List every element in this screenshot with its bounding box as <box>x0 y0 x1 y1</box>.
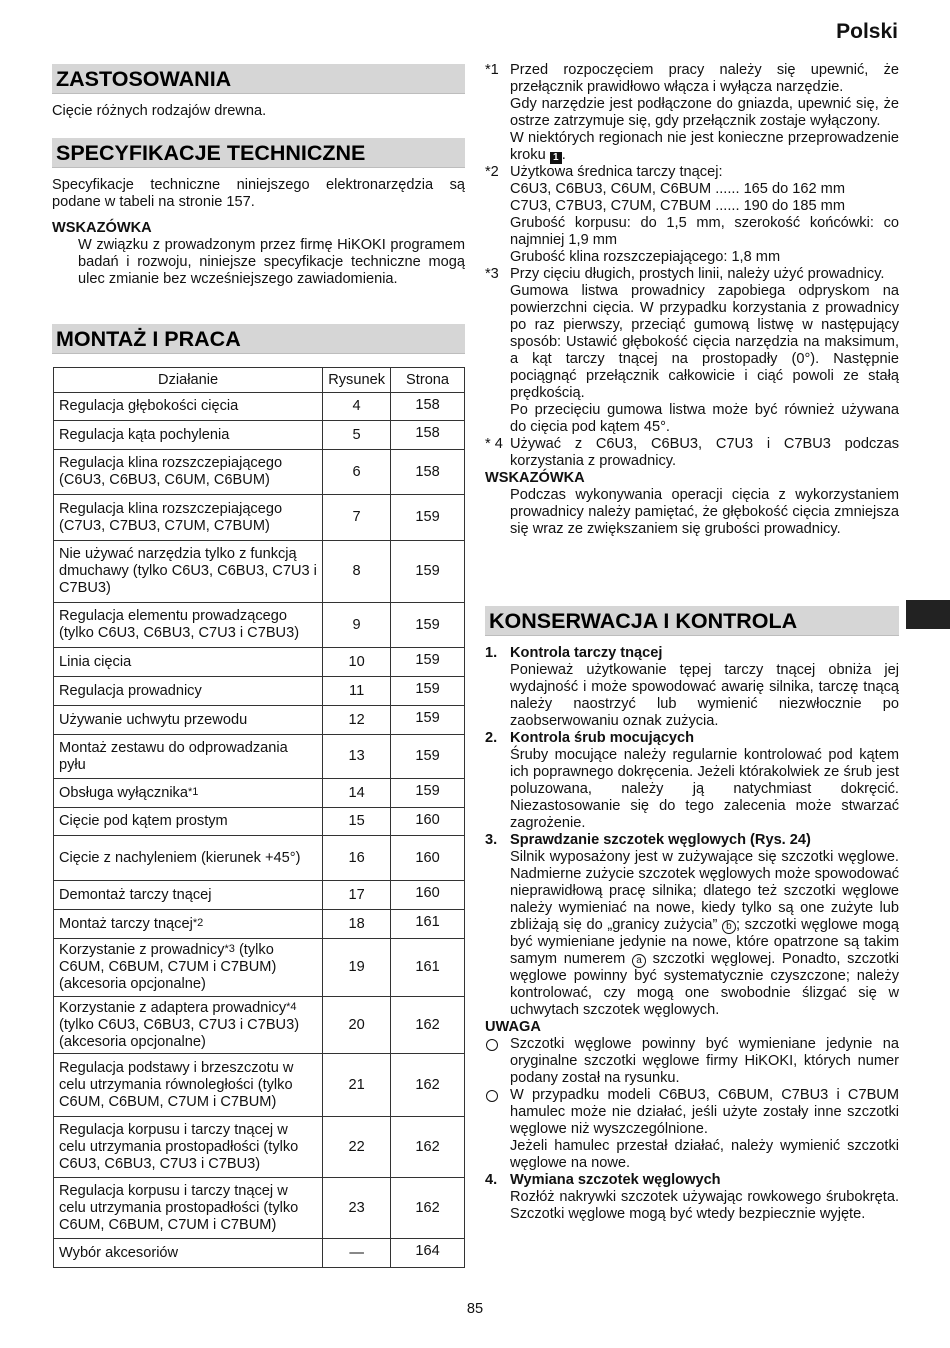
row-action: Cięcie z nachyleniem (kierunek +45°) <box>54 836 323 881</box>
table-row <box>54 450 465 495</box>
bullet-circle-icon <box>486 1039 498 1051</box>
footnote-1-text3: W niektórych regionach nie jest konieczne przeprowadzenie kroku 1 . <box>510 130 899 163</box>
footnote-2-line1 <box>510 181 899 198</box>
table-row <box>54 836 465 881</box>
footnote-4 <box>485 436 899 470</box>
language-tab-marker <box>906 600 950 629</box>
row-figure: 4 <box>323 393 391 421</box>
row-figure: 15 <box>323 808 391 836</box>
row-figure: 13 <box>323 735 391 779</box>
row-figure: 22 <box>323 1117 391 1178</box>
row-figure: 21 <box>323 1054 391 1117</box>
row-action-text: Korzystanie z adaptera prowadnicy <box>59 999 287 1016</box>
footnote-ref: *3 <box>224 943 235 955</box>
row-page: 159 <box>391 735 465 779</box>
row-action <box>54 910 323 939</box>
page-number: 85 <box>466 1301 484 1317</box>
table-row <box>54 997 465 1054</box>
row-figure: 16 <box>323 836 391 881</box>
uwaga-text-2: Jeżeli hamulec przestał działać, należy wymienić szczotki węglowe na nowe. <box>510 1138 899 1171</box>
row-page: 159 <box>391 779 465 808</box>
column-header-page: Strona <box>391 368 465 393</box>
row-figure: — <box>323 1239 391 1268</box>
footnote-2 <box>485 164 899 266</box>
bullet-circle-icon <box>486 1090 498 1102</box>
footnote-1-text2: Gdy narzędzie jest podłączone do gniazda, upewnić się, że ostrze zatrzymuje się, gdy przełącznik zostaje wyłączony. <box>510 96 899 129</box>
table-row <box>54 779 465 808</box>
row-page: 160 <box>391 836 465 881</box>
row-action: Regulacja elementu prowadzącego (tylko C6U3, C6BU3, C7U3 i C7BU3) <box>54 603 323 648</box>
row-figure: 14 <box>323 779 391 808</box>
table-row <box>54 1054 465 1117</box>
row-page: 162 <box>391 997 465 1054</box>
table-row <box>54 910 465 939</box>
row-page: 164 <box>391 1239 465 1268</box>
table-row <box>54 706 465 735</box>
row-page: 158 <box>391 421 465 450</box>
row-page: 159 <box>391 648 465 677</box>
footnote-marker: * 4 <box>485 436 503 452</box>
table-row <box>54 648 465 677</box>
uwaga-item-1 <box>485 1036 899 1087</box>
item-number: 1. <box>485 645 498 661</box>
section-title-konserwacja: KONSERWACJA I KONTROLA <box>485 606 899 636</box>
uwaga-text: Szczotki węglowe powinny być wymieniane jedynie na oryginalne szczotki węglowe firmy HiKOKI, których numer podany został na rysunku. <box>510 1036 899 1086</box>
row-page: 158 <box>391 393 465 421</box>
footnote-1-text3-body: W niektórych regionach nie jest konieczne przeprowadzenie kroku <box>510 130 899 163</box>
footnotes-note-text: Podczas wykonywania operacji cięcia z wykorzystaniem prowadnicy należy pamiętać, że głębokość cięcia zmniejsza się wraz ze zwiększaniem się grubości prowadnicy. <box>510 487 899 537</box>
table-row <box>54 939 465 997</box>
item-text-a: Silnik wyposażony jest w zużywające się szczotki węglowe. Nadmierne zużycie szczotek węglowych może spowodować nieprawidłową pracę silnika; dlatego też szczotki węglowe należy wymieniać na nowe, kiedy tylko są one zużyte lub zbliżają się do „granicy zużycia” <box>510 849 899 933</box>
row-page: 158 <box>391 450 465 495</box>
row-figure: 6 <box>323 450 391 495</box>
item-number: 2. <box>485 730 498 746</box>
specyfikacje-note-text: W związku z prowadzonym przez firmę HiKOKI programem badań i rozwoju, niniejsze specyfikacje techniczne mogą ulec zmianie bez wcześniejszego zawiadomienia. <box>78 237 465 287</box>
row-figure: 5 <box>323 421 391 450</box>
maintenance-item-1 <box>485 645 899 730</box>
footnote-1 <box>485 62 899 164</box>
item-title: Kontrola śrub mocujących <box>510 730 695 746</box>
row-page: 162 <box>391 1054 465 1117</box>
table-row <box>54 495 465 541</box>
row-action: Nie używać narzędzia tylko z funkcją dmuchawy (tylko C6U3, C6BU3, C7U3 i C7BU3) <box>54 541 323 603</box>
row-action-text: Obsługa wyłącznika <box>59 784 188 801</box>
row-action: Regulacja kąta pochylenia <box>54 421 323 450</box>
models-c6: C6U3, C6BU3, C6UM, C6BUM <box>510 181 712 197</box>
row-page: 160 <box>391 881 465 910</box>
range-c6: ...... 165 do 162 mm <box>715 181 845 197</box>
footnote-marker: *3 <box>485 266 499 282</box>
table-row <box>54 677 465 706</box>
row-action: Cięcie pod kątem prostym <box>54 808 323 836</box>
row-action: Regulacja podstawy i brzeszczotu w celu utrzymania równoległości (tylko C6UM, C6BUM, C7UM i C7BUM) <box>54 1054 323 1117</box>
footnote-ref: *4 <box>286 1000 297 1013</box>
row-figure: 8 <box>323 541 391 603</box>
section-title-montaz: MONTAŻ I PRACA <box>52 324 465 354</box>
table-row <box>54 1178 465 1239</box>
row-figure: 11 <box>323 677 391 706</box>
table-row <box>54 1117 465 1178</box>
row-action <box>54 939 323 997</box>
table-row <box>54 881 465 910</box>
row-figure: 7 <box>323 495 391 541</box>
row-figure: 9 <box>323 603 391 648</box>
row-figure: 18 <box>323 910 391 939</box>
row-action: Wybór akcesoriów <box>54 1239 323 1268</box>
row-action-text: Montaż tarczy tnącej <box>59 915 193 932</box>
section-title-zastosowania: ZASTOSOWANIA <box>52 64 465 94</box>
row-figure: 20 <box>323 997 391 1054</box>
table-row <box>54 541 465 603</box>
row-action <box>54 997 323 1054</box>
row-action: Linia cięcia <box>54 648 323 677</box>
footnote-3-text: Przy cięciu długich, prostych linii, należy użyć prowadnicy. <box>510 266 885 282</box>
row-page: 159 <box>391 603 465 648</box>
table-row <box>54 1239 465 1268</box>
item-text: Rozłóż nakrywki szczotek używając rowkowego śrubokręta. Szczotki węglowe mogą być wtedy bezpiecznie wyjęte. <box>510 1189 899 1222</box>
footnote-2-text: Użytkowa średnica tarczy tnącej: <box>510 164 723 180</box>
zastosowania-text: Cięcie różnych rodzajów drewna. <box>52 103 267 119</box>
row-action-text: Korzystanie z prowadnicy <box>59 942 225 958</box>
footnotes-block <box>485 62 899 538</box>
footnote-2-text2: Grubość korpusu: do 1,5 mm, szerokość końcówki: co najmniej 1,9 mm <box>510 215 899 248</box>
maintenance-item-4 <box>485 1172 899 1223</box>
row-page: 159 <box>391 706 465 735</box>
row-action <box>54 779 323 808</box>
row-action: Demontaż tarczy tnącej <box>54 881 323 910</box>
footnote-2-text3: Grubość klina rozszczepiającego: 1,8 mm <box>510 249 781 265</box>
row-action: Regulacja głębokości cięcia <box>54 393 323 421</box>
row-action: Regulacja klina rozszczepiającego (C6U3, C6BU3, C6UM, C6BUM) <box>54 450 323 495</box>
row-figure: 19 <box>323 939 391 997</box>
uwaga-item-2 <box>485 1087 899 1172</box>
footnote-1-text: Przed rozpoczęciem pracy należy się upewnić, że przełącznik prawidłowo włącza i wyłącza narzędzie. <box>510 62 899 95</box>
step-number-badge: 1 <box>550 152 562 164</box>
table-row <box>54 735 465 779</box>
circled-a-marker: a <box>632 954 646 968</box>
row-page: 162 <box>391 1117 465 1178</box>
row-action-text-after: (tylko C6U3, C6BU3, C7U3 i C7BU3) (akcesoria opcjonalne) <box>59 1016 300 1050</box>
row-page: 161 <box>391 910 465 939</box>
row-action: Regulacja korpusu i tarczy tnącej w celu utrzymania prostopadłości (tylko C6U3, C6BU3, C7U3 i C7BU3) <box>54 1117 323 1178</box>
row-figure: 23 <box>323 1178 391 1239</box>
item-text: Śruby mocujące należy regularnie kontrolować pod kątem ich poprawnego dokręcenia. Jeżeli którakolwiek ze śrub jest poluzowana, należy ją natychmiast dokręcić. Niezastosowanie się do tego zalecenia może stwarzać zagrożenie. <box>510 747 899 831</box>
footnote-marker: *1 <box>485 62 499 78</box>
column-header-figure: Rysunek <box>323 368 391 393</box>
item-text: Ponieważ użytkowanie tępej tarczy tnącej obniża jej wydajność i może spowodować awarię silnika, tarczę tnącą należy naostrzyć lub wymienić niezwłocznie po zaobserwowaniu oznak zużycia. <box>510 662 899 729</box>
row-figure: 10 <box>323 648 391 677</box>
operations-table <box>53 367 465 1268</box>
table-row <box>54 603 465 648</box>
table-row <box>54 421 465 450</box>
row-page: 162 <box>391 1178 465 1239</box>
footnote-ref: *2 <box>192 916 204 929</box>
specyfikacje-text: Specyfikacje techniczne niniejszego elektronarzędzia są podane w tabeli na stronie 157. <box>52 177 465 210</box>
table-row <box>54 393 465 421</box>
footnote-3-text2: Gumowa listwa prowadnicy zapobiega odpryskom na powierzchni cięcia. W przypadku korzystania z prowadnicy po raz pierwszy, przeciąć gumową listwę w następujący sposób: Ustawić głębokość cięcia narzędzia na maksimum, a kąt tarczy tnącej na prostopadły (0°). Następnie pociągnąć przełącznik całkowicie i ciąć powoli ze stałą prędkością. <box>510 283 899 401</box>
item-number: 3. <box>485 832 498 848</box>
item-title: Sprawdzanie szczotek węglowych (Rys. 24) <box>510 832 811 848</box>
row-figure: 17 <box>323 881 391 910</box>
footnote-2-line2 <box>510 198 899 215</box>
row-action: Regulacja klina rozszczepiającego (C7U3, C7BU3, C7UM, C7BUM) <box>54 495 323 541</box>
item-title: Wymiana szczotek węglowych <box>510 1172 721 1188</box>
footnote-3 <box>485 266 899 436</box>
footnote-3-text3: Po przecięciu gumowa listwa może być również używana do cięcia pod kątem 45°. <box>510 402 899 435</box>
table-row <box>54 808 465 836</box>
row-page: 159 <box>391 677 465 706</box>
footnote-ref: *1 <box>187 785 199 798</box>
row-page: 159 <box>391 541 465 603</box>
row-action-text-after: (tylko C6UM, C6BUM, C7UM i C7BUM) (akcesoria opcjonalne) <box>59 942 277 992</box>
specyfikacje-note-label: WSKAZÓWKA <box>52 220 152 236</box>
models-c7: C7U3, C7BU3, C7UM, C7BUM <box>510 198 712 214</box>
row-figure: 12 <box>323 706 391 735</box>
uwaga-text: W przypadku modeli C6BU3, C6BUM, C7BU3 i C7BUM hamulec może nie działać, jeśli użyte zostały inne szczotki węglowe niż wyszczególnione. <box>510 1087 899 1137</box>
row-page: 159 <box>391 495 465 541</box>
row-page: 160 <box>391 808 465 836</box>
maintenance-item-3 <box>485 832 899 1019</box>
circled-b-marker: b <box>722 920 736 934</box>
footnote-marker: *2 <box>485 164 499 180</box>
row-page: 161 <box>391 939 465 997</box>
item-text-b: ; szczotki węglowe mogą być wymieniane jedynie na nowe, które opatrzone są takim samym numerem <box>510 917 899 967</box>
maintenance-block <box>485 645 899 1223</box>
item-title: Kontrola tarczy tnącej <box>510 645 663 661</box>
row-action: Regulacja korpusu i tarczy tnącej w celu utrzymania prostopadłości (tylko C6UM, C6BUM, C7UM i C7BUM) <box>54 1178 323 1239</box>
column-header-action: Działanie <box>54 368 323 393</box>
item-text-c: szczotki węglowej. Ponadto, szczotki węglowe powinny być systematycznie czyszczone; należy kontrolować, czy mogą one swobodnie ślizgać się w uchwytach szczotek węglowych. <box>510 951 899 1018</box>
row-action: Regulacja prowadnicy <box>54 677 323 706</box>
table-header-row <box>54 368 465 393</box>
footnotes-note-label: WSKAZÓWKA <box>485 470 585 486</box>
item-text <box>510 849 899 1019</box>
footnote-4-text: Używać z C6U3, C6BU3, C7U3 i C7BU3 podczas korzystania z prowadnicy. <box>510 436 899 469</box>
row-action: Używanie uchwytu przewodu <box>54 706 323 735</box>
section-title-specyfikacje: SPECYFIKACJE TECHNICZNE <box>52 138 465 168</box>
maintenance-item-2 <box>485 730 899 832</box>
uwaga-label: UWAGA <box>485 1019 541 1035</box>
item-number: 4. <box>485 1172 498 1188</box>
row-action: Montaż zestawu do odprowadzania pyłu <box>54 735 323 779</box>
range-c7: ...... 190 do 185 mm <box>715 198 845 214</box>
language-label: Polski <box>836 20 898 43</box>
